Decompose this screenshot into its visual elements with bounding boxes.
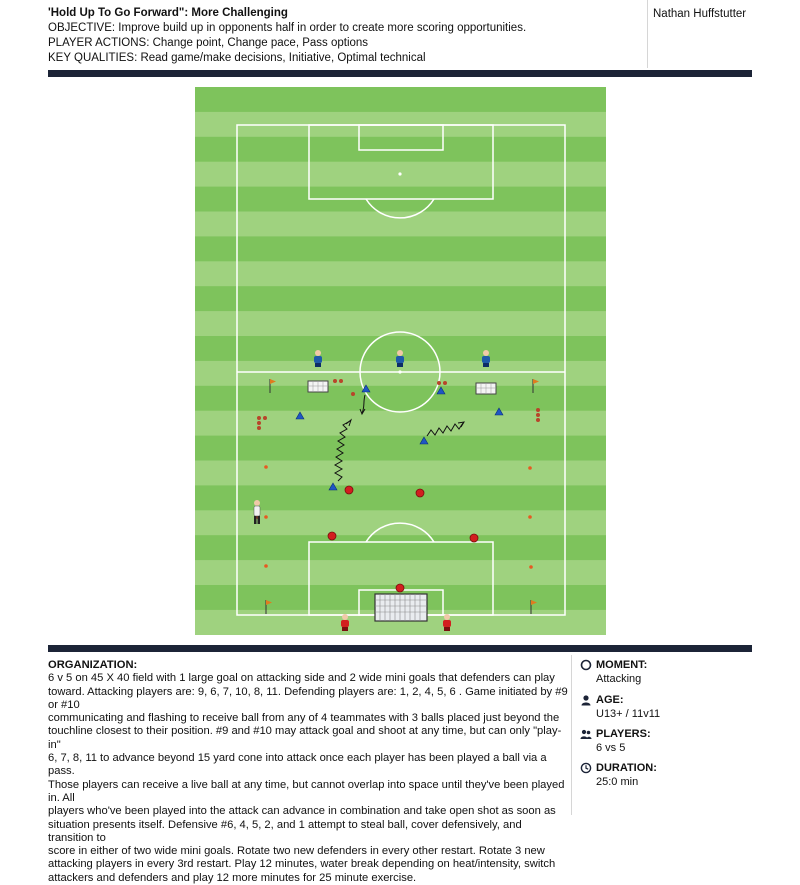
grass-stripe <box>195 560 606 585</box>
ball <box>536 413 540 417</box>
attacker-player <box>341 614 349 631</box>
organization-line: score in either of two wide mini goals. Rotate two new defenders in every other restart. Rotate 3 new <box>48 845 545 858</box>
grass-stripe <box>195 461 606 486</box>
organization-line: attackers and defenders and play 12 more minutes for 25 minute exercise. <box>48 871 417 884</box>
cone <box>529 565 533 569</box>
ball <box>333 379 337 383</box>
age-value: U13+ / 11v11 <box>596 708 661 720</box>
ball <box>351 392 355 396</box>
ball <box>437 381 441 385</box>
ball <box>263 416 267 420</box>
grass-stripe <box>195 212 606 237</box>
organization-line: 6, 7, 8, 11 to advance beyond 15 yard cone into attack once each player has been played a ball via a pass. <box>48 752 547 778</box>
grass-stripe <box>195 236 606 261</box>
attacker-player <box>396 350 404 367</box>
grass-stripe <box>195 411 606 436</box>
clock-icon <box>580 762 592 774</box>
organization-title: ORGANIZATION: <box>48 659 138 671</box>
mini-goal-left <box>308 381 328 392</box>
session-summary <box>48 6 638 66</box>
cone <box>264 515 268 519</box>
center-spot <box>398 370 401 373</box>
top-penalty-spot <box>398 172 401 175</box>
attacker-player <box>314 350 322 367</box>
objective-line: OBJECTIVE: Improve build up in opponents half in order to create more scoring opportunities. <box>48 22 527 34</box>
large-goal <box>375 594 427 621</box>
field-diagram <box>195 87 606 635</box>
cone <box>264 564 268 568</box>
age-icon <box>580 694 592 706</box>
info-divider <box>571 655 572 815</box>
defender-marker <box>328 532 336 540</box>
ball <box>536 408 540 412</box>
ball <box>257 416 261 420</box>
ball <box>257 421 261 425</box>
header-divider <box>647 0 648 68</box>
moment-icon <box>580 659 592 671</box>
organization-line: 6 v 5 on 45 X 40 field with 1 large goal on attacking side and 2 wide mini goals that defenders can play <box>48 672 555 685</box>
defender-marker <box>396 584 404 592</box>
player-actions-line: PLAYER ACTIONS: Change point, Change pace, Pass options <box>48 37 369 49</box>
author-name: Nathan Huffstutter <box>653 8 747 20</box>
bottom-divider-bar <box>48 645 752 652</box>
key-qualities-line: KEY QUALITIES: Read game/make decisions, Initiative, Optimal technical <box>48 52 426 64</box>
grass-stripe <box>195 286 606 311</box>
grass-stripe <box>195 535 606 560</box>
ball <box>443 381 447 385</box>
organization-line: Those players can receive a live ball at any time, but cannot overlap into space until they've been played in. All <box>48 778 565 804</box>
players-label: PLAYERS: <box>596 728 651 740</box>
age-label: AGE: <box>596 694 624 706</box>
organization-section <box>48 659 570 885</box>
grass-stripe <box>195 87 606 112</box>
duration-label: DURATION: <box>596 762 657 774</box>
ball <box>257 426 261 430</box>
organization-line: situation presents itself. Defensive #6, 4, 5, 2, and 1 attempt to steal ball, cover defensively, and transition to <box>48 818 522 844</box>
cone <box>264 465 268 469</box>
grass-stripe <box>195 261 606 286</box>
session-header <box>0 0 800 70</box>
duration-value: 25:0 min <box>596 776 639 788</box>
mini-goal-right <box>476 383 496 394</box>
grass-stripe <box>195 436 606 461</box>
attacker-player <box>443 614 451 631</box>
pitch-svg <box>195 87 606 635</box>
attacker-player <box>482 350 490 367</box>
organization-line: players who've been played into the attack can advance in combination and take open shot as soon as <box>48 805 556 818</box>
ball <box>536 418 540 422</box>
ball <box>339 379 343 383</box>
defender-marker <box>470 534 478 542</box>
organization-line: toward. Attacking players are: 9, 6, 7, 10, 8, 11. Defending players are: 1, 2, 4, 5, 6 . Game initiated by #9 or #10 <box>48 685 568 711</box>
grass-stripe <box>195 386 606 411</box>
session-title: 'Hold Up To Go Forward": More Challenging <box>48 7 288 19</box>
top-divider-bar <box>48 70 752 77</box>
defender-marker <box>416 489 424 497</box>
organization-line: attacking players in every 3rd restart. Play 12 minutes, water break depending on heat/intensity, switch <box>48 858 556 871</box>
defender-marker <box>345 486 353 494</box>
moment-value: Attacking <box>596 673 642 685</box>
cone <box>528 515 532 519</box>
moment-label: MOMENT: <box>596 659 648 671</box>
cone <box>528 466 532 470</box>
players-icon <box>580 728 592 740</box>
players-value: 6 vs 5 <box>596 742 626 754</box>
organization-line: communicating and flashing to receive ball from any of 4 teammates with 3 balls placed just beyond the <box>48 712 560 725</box>
organization-line: touchline closest to their position. #9 and #10 may attack goal and shoot at any time, but can only "play-in" <box>48 725 562 751</box>
